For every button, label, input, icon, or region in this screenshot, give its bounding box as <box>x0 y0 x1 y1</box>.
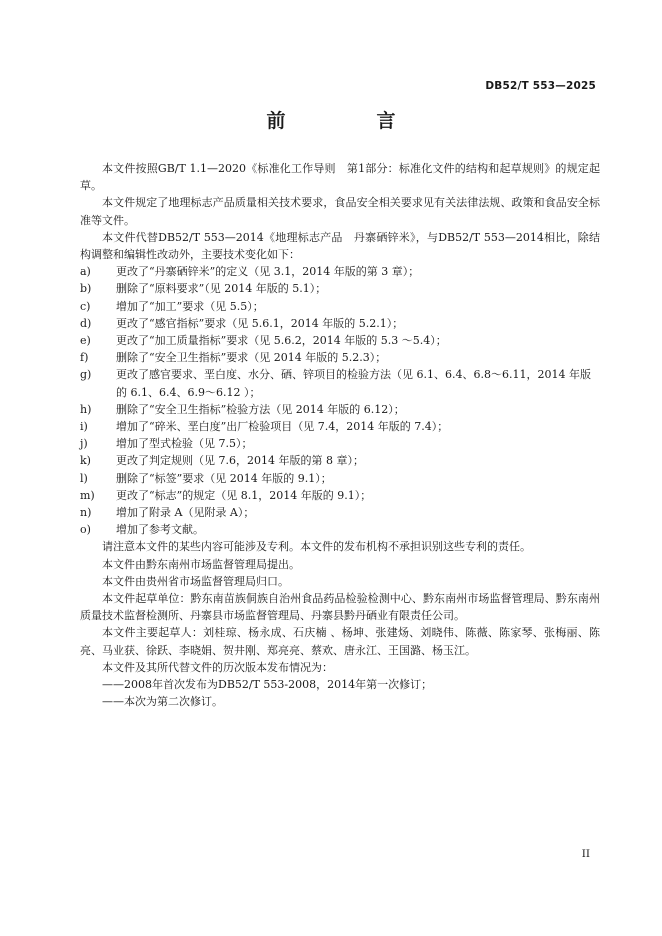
list-item-marker: n) <box>80 506 92 520</box>
list-item-text: 删除了“原料要求”（见 2014 年版的 5.1）； <box>116 282 327 296</box>
list-item-marker: m) <box>80 488 95 502</box>
list-item <box>80 418 600 435</box>
list-item-text: 删除了“安全卫生指标”要求（见 2014 年版的 5.2.3）； <box>116 351 387 365</box>
paragraph-history-intro: 本文件及其所代替文件的历次版本发布情况为： <box>102 660 333 674</box>
list-item-text: 删除了“标签”要求（见 2014 年版的 9.1）； <box>116 471 332 485</box>
document-code: DB52/T 553—2025 <box>485 80 596 92</box>
paragraph-drafting-units: 本文件起草单位：黔东南苗族侗族自治州食品药品检验检测中心、黔东南州市场监督管理局、黔东南州质量技术监督检测所、丹寨县市场监督管理局、丹寨县黔丹硒业有限责任公司。 <box>80 592 600 623</box>
list-item <box>80 366 600 400</box>
paragraph-proposer: 本文件由黔东南州市场监督管理局提出。 <box>102 557 300 571</box>
list-item-marker: j) <box>80 437 88 451</box>
list-item-text: 更改了“感官指标”要求（见 5.6.1，2014 年版的 5.2.1）； <box>116 316 404 330</box>
list-item-text: 更改了“加工质量指标”要求（见 5.6.2，2014 年版的 5.3 ～5.4）； <box>116 334 447 348</box>
list-item-text: 更改了判定规则（见 7.6，2014 年版的第 8 章）； <box>116 454 364 468</box>
paragraph-drafting-basis: 本文件按照GB/T 1.1—2020《标准化工作导则 第1部分：标准化文件的结构和起草规则》的规定起草。 <box>80 162 600 193</box>
list-item <box>80 349 600 366</box>
paragraph-scope-note: 本文件规定了地理标志产品质量相关技术要求，食品安全相关要求见有关法律法规、政策和食品安全标准等文件。 <box>80 196 600 227</box>
list-item <box>80 263 600 280</box>
list-item <box>80 504 600 521</box>
list-item-text: 增加了附录 A（见附录 A）； <box>116 506 255 520</box>
page-number: II <box>581 848 590 860</box>
list-item <box>80 401 600 418</box>
list-item-text: 更改了感官要求、垩白度、水分、硒、锌项目的检验方法（见 6.1、6.4、6.8～6.11，2014 年版的 6.1、6.4、6.9～6.12 ）； <box>116 368 591 399</box>
paragraph-drafters: 本文件主要起草人：刘桂琼、杨永成、石庆楠 、杨坤、张建炀、刘晓伟、陈薇、陈家琴、张梅丽、陈亮、马业获、徐跃、李晓娟、贺井刚、郑亮亮、蔡欢、唐永江、王国潞、杨玉江。 <box>80 626 600 657</box>
list-item-text: 增加了“碎米、垩白度”出厂检验项目（见 7.4，2014 年版的 7.4）； <box>116 420 449 434</box>
list-item-marker: i) <box>80 420 88 434</box>
paragraph-patent-note: 请注意本文件的某些内容可能涉及专利。本文件的发布机构不承担识别这些专利的责任。 <box>102 540 531 554</box>
list-item-marker: c) <box>80 299 91 313</box>
list-item-text: 增加了“加工”要求（见 5.5）； <box>116 299 264 313</box>
list-item <box>80 315 600 332</box>
paragraph-administrator: 本文件由贵州省市场监督管理局归口。 <box>102 574 289 588</box>
list-item-marker: b) <box>80 282 92 296</box>
history-item: ——2008年首次发布为DB52/T 553-2008，2014年第一次修订； <box>102 678 433 692</box>
list-item-marker: e) <box>80 334 91 348</box>
list-item <box>80 521 600 538</box>
list-item <box>80 470 600 487</box>
list-item-text: 更改了“标志”的规定（见 8.1，2014 年版的 9.1）； <box>116 488 372 502</box>
list-item-marker: l) <box>80 471 88 485</box>
list-item-marker: a) <box>80 265 91 279</box>
list-item-text: 更改了“丹寨硒锌米”的定义（见 3.1，2014 年版的第 3 章）； <box>116 265 420 279</box>
history-item: ——本次为第二次修订。 <box>102 695 223 709</box>
list-item-text: 增加了型式检验（见 7.5）； <box>116 437 253 451</box>
changes-list <box>80 263 600 538</box>
list-item <box>80 452 600 469</box>
paragraph-replacement: 本文件代替DB52/T 553—2014《地理标志产品 丹寨硒锌米》，与DB52/T 553—2014相比，除结构调整和编辑性改动外，主要技术变化如下： <box>80 230 600 262</box>
list-item-marker: o) <box>80 523 91 537</box>
list-item-marker: g) <box>80 368 92 382</box>
list-item-text: 删除了“安全卫生指标”检验方法（见 2014 年版的 6.12）； <box>116 402 405 416</box>
list-item-marker: k) <box>80 454 91 468</box>
list-item-marker: d) <box>80 316 92 330</box>
list-item-marker: f) <box>80 351 89 365</box>
list-item <box>80 280 600 297</box>
list-item <box>80 332 600 349</box>
list-item-text: 增加了参考文献。 <box>116 523 204 537</box>
list-item-marker: h) <box>80 402 92 416</box>
list-item <box>80 435 600 452</box>
list-item <box>80 487 600 504</box>
list-item <box>80 298 600 315</box>
foreword-body <box>80 160 600 711</box>
page-title: 前 言 <box>266 110 432 132</box>
